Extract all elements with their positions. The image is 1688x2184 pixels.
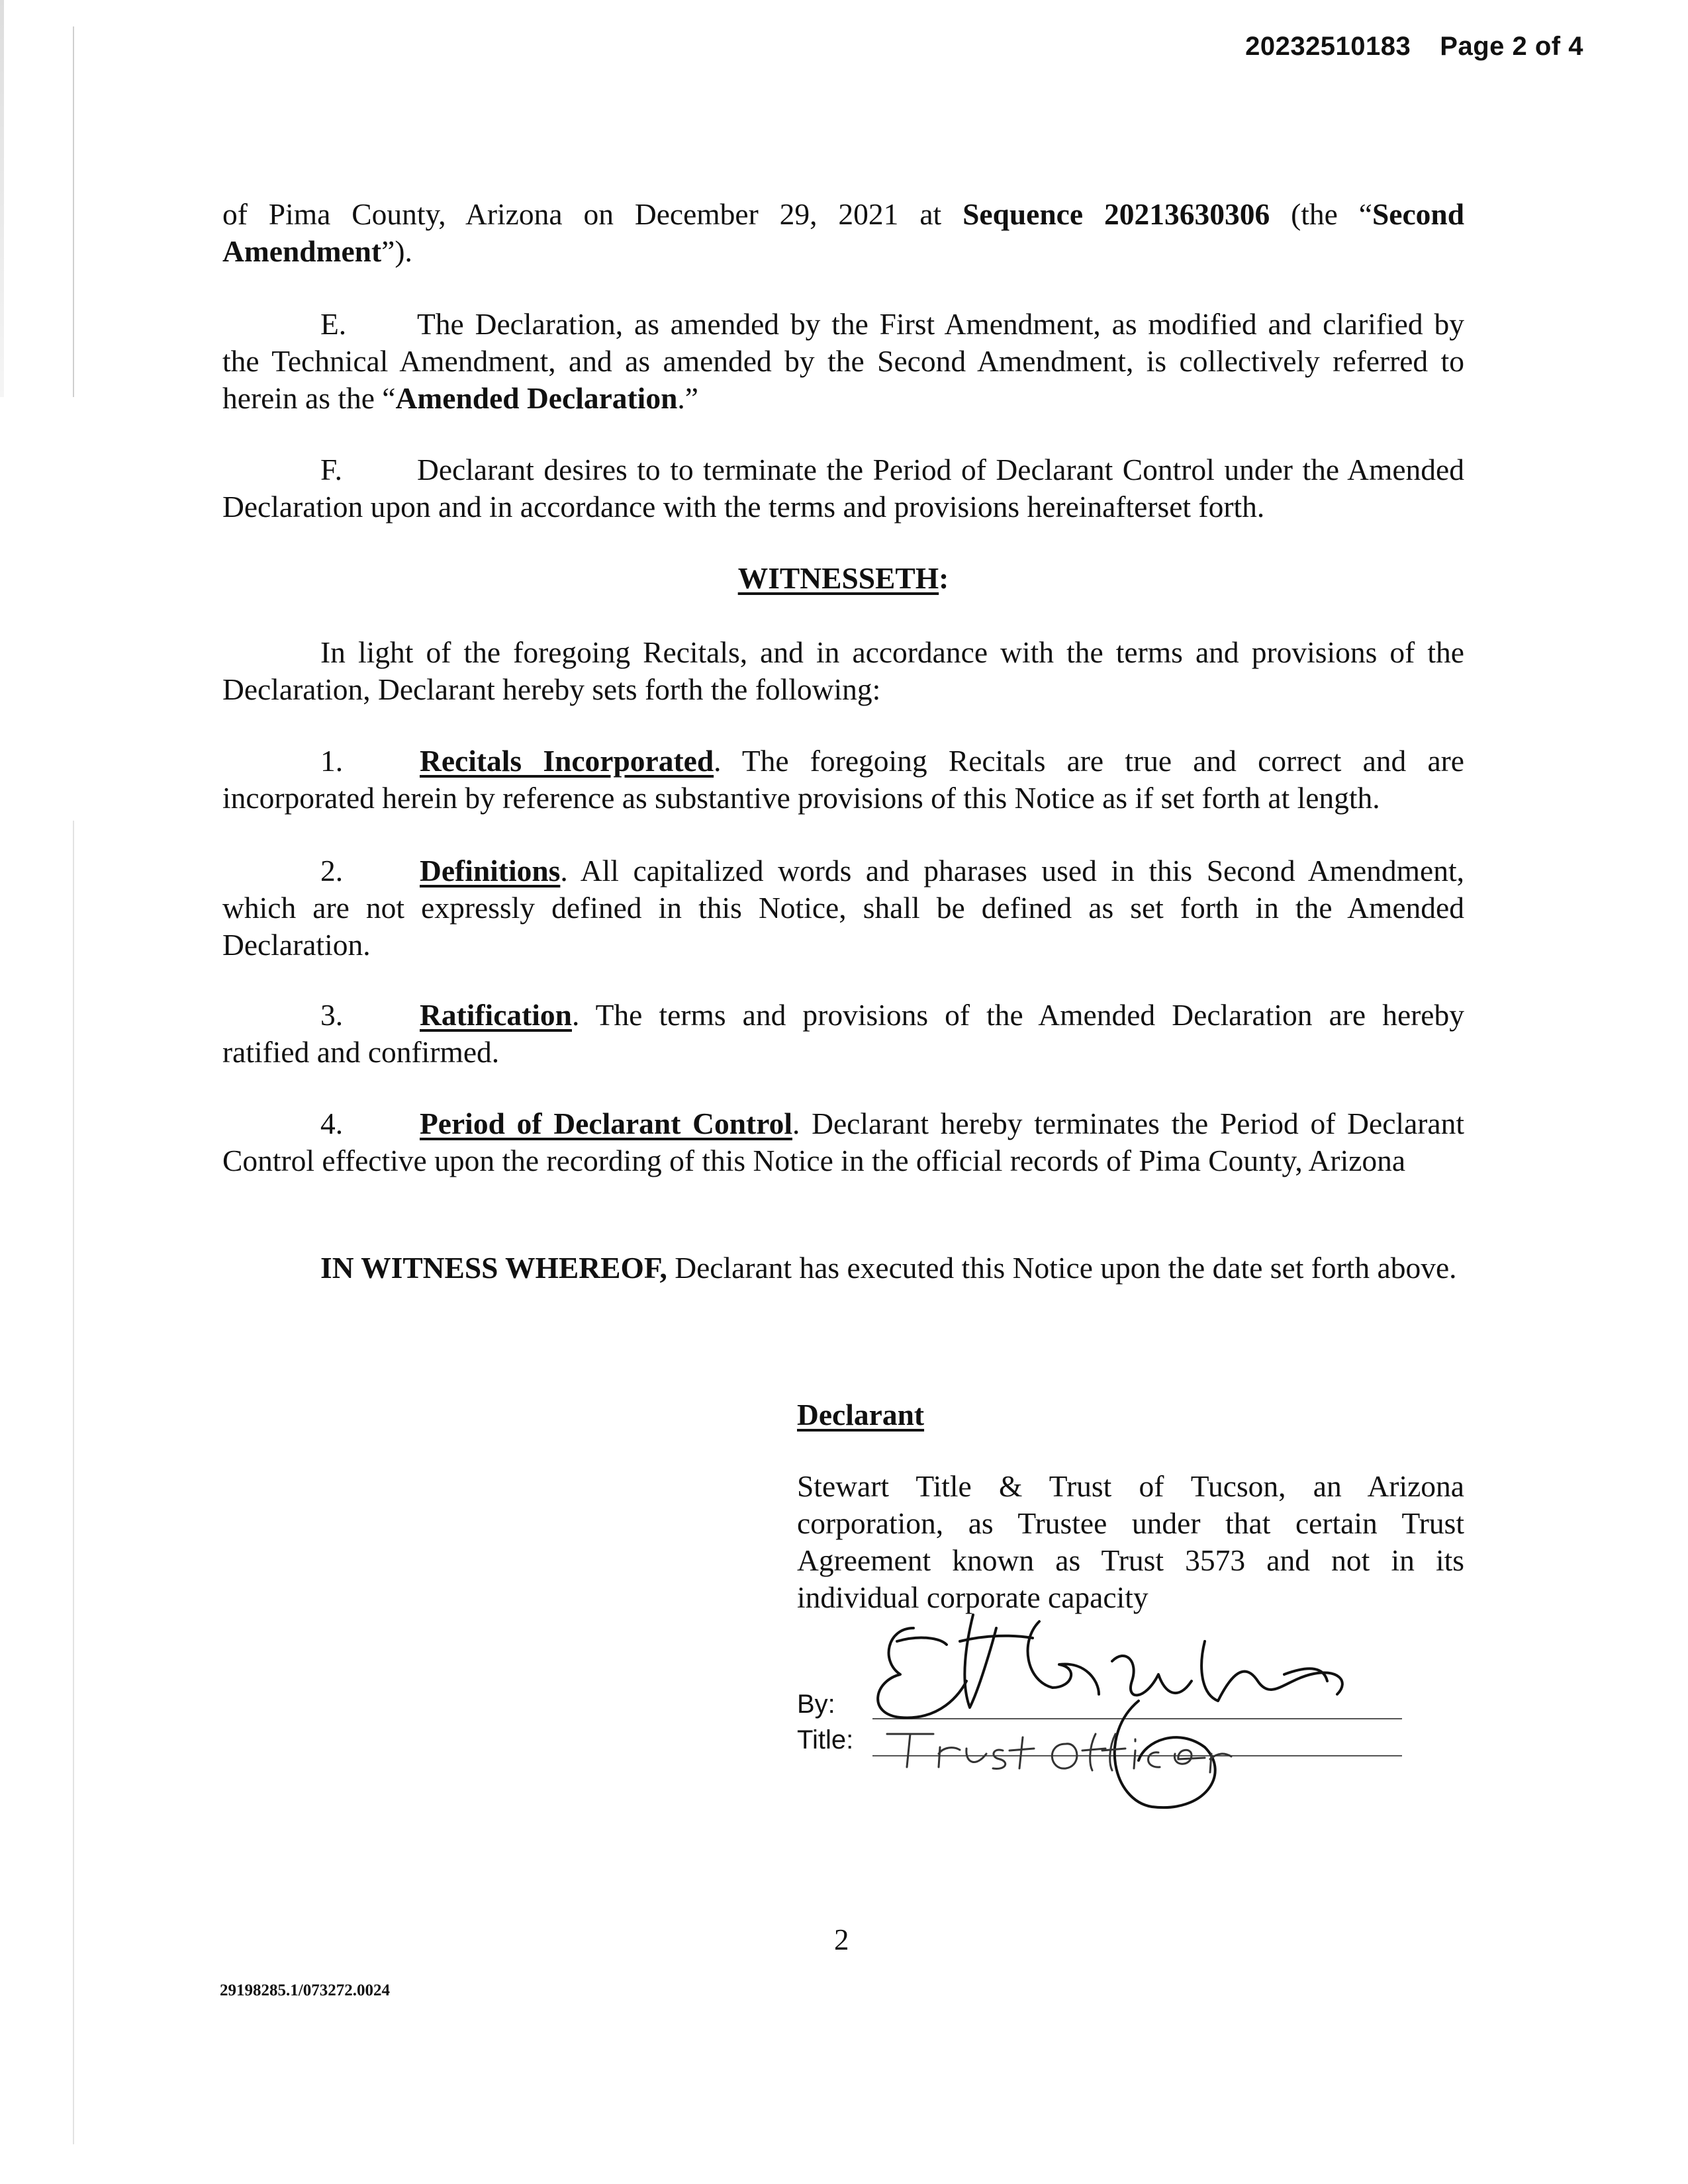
recital-e (222, 306, 1464, 417)
declarant-heading: Declarant (797, 1398, 925, 1432)
item-number: 2. (320, 854, 344, 887)
witnesseth-heading (222, 560, 1464, 597)
page-number: 2 (834, 1923, 849, 1956)
scan-artifact-line (73, 26, 74, 397)
item-title: Definitions (420, 854, 561, 887)
item-number: 3. (320, 998, 344, 1032)
recording-number: 20232510183 (1245, 32, 1411, 61)
recital-letter: E. (320, 307, 347, 341)
text-run: ”). (381, 234, 412, 268)
paragraph-continuation (222, 196, 1464, 270)
scan-artifact-line (73, 821, 74, 2144)
text-run: (the “ (1270, 197, 1372, 231)
heading-colon: : (939, 561, 949, 595)
item-4 (222, 1105, 1464, 1179)
item-2 (222, 852, 1464, 964)
witness-clause-bold: IN WITNESS WHEREOF, (320, 1251, 667, 1285)
page-header (1245, 32, 1583, 62)
defined-term: Amended Declaration (395, 381, 678, 415)
item-title: Ratification (420, 998, 572, 1032)
signature-heading (797, 1396, 1464, 1433)
scan-edge (0, 0, 4, 397)
by-label: By: (797, 1690, 835, 1719)
item-title: Recitals Incorporated (420, 744, 714, 778)
recital-f (222, 451, 1464, 525)
defined-term: Second Amendment (222, 197, 1465, 268)
heading-text: WITNESSETH (737, 561, 939, 595)
text-run: In light of the foregoing Recitals, and in accordance with the terms and provisions of the Declaration, Declarant hereby sets forth the following: (222, 635, 1464, 706)
witness-clause (222, 1250, 1464, 1287)
item-number: 4. (320, 1107, 344, 1140)
item-text: . All capitalized words and pharases used in this Second Amendment, which are not expressly defined in this Notice, shall be defined as set forth in the Amended Declaration. (222, 854, 1464, 962)
document-id: 29198285.1/073272.0024 (220, 1981, 390, 1999)
item-1 (222, 743, 1464, 817)
witnesseth-intro (222, 634, 1464, 708)
text-run: Declarant has executed this Notice upon the date set forth above. (667, 1251, 1457, 1285)
signature-entity (797, 1468, 1464, 1616)
item-title: Period of Declarant Control (420, 1107, 792, 1140)
item-text: . The terms and provisions of the Amended Declaration are hereby ratified and confirmed. (222, 998, 1464, 1069)
recital-letter: F. (320, 453, 343, 486)
page-label: Page 2 of 4 (1440, 32, 1583, 61)
text-run: .” (677, 381, 698, 415)
entity-description: Stewart Title & Trust of Tucson, an Arizona corporation, as Trustee under that certain Trust Agreement known as Trust 3573 and not in its individual corporate capacity (797, 1469, 1464, 1614)
item-number: 1. (320, 744, 344, 778)
text-run: The Declaration, as amended by the First Amendment, as modified and clarified by the Technical Amendment, and as amended by the Second Amendment, is collectively referred to herein as the “ (222, 307, 1464, 415)
item-text: . Declarant hereby terminates the Period of Declarant Control effective upon the recording of this Notice in the official records of Pima County, Arizona (222, 1107, 1465, 1177)
handwritten-signature (861, 1602, 1403, 1827)
text-run: of Pima County, Arizona on December 29, 2021 at (222, 197, 963, 231)
item-3 (222, 997, 1464, 1071)
signature-labels (797, 1686, 853, 1758)
sequence-number: Sequence 20213630306 (962, 197, 1270, 231)
text-run: Declarant desires to to terminate the Period of Declarant Control under the Amended Declaration upon and in accordance with the terms and provisions hereinafterset forth. (222, 453, 1464, 523)
title-label: Title: (797, 1725, 854, 1754)
item-text: . The foregoing Recitals are true and correct and are incorporated herein by reference as substantive provisions of this Notice as if set forth at length. (222, 744, 1464, 815)
